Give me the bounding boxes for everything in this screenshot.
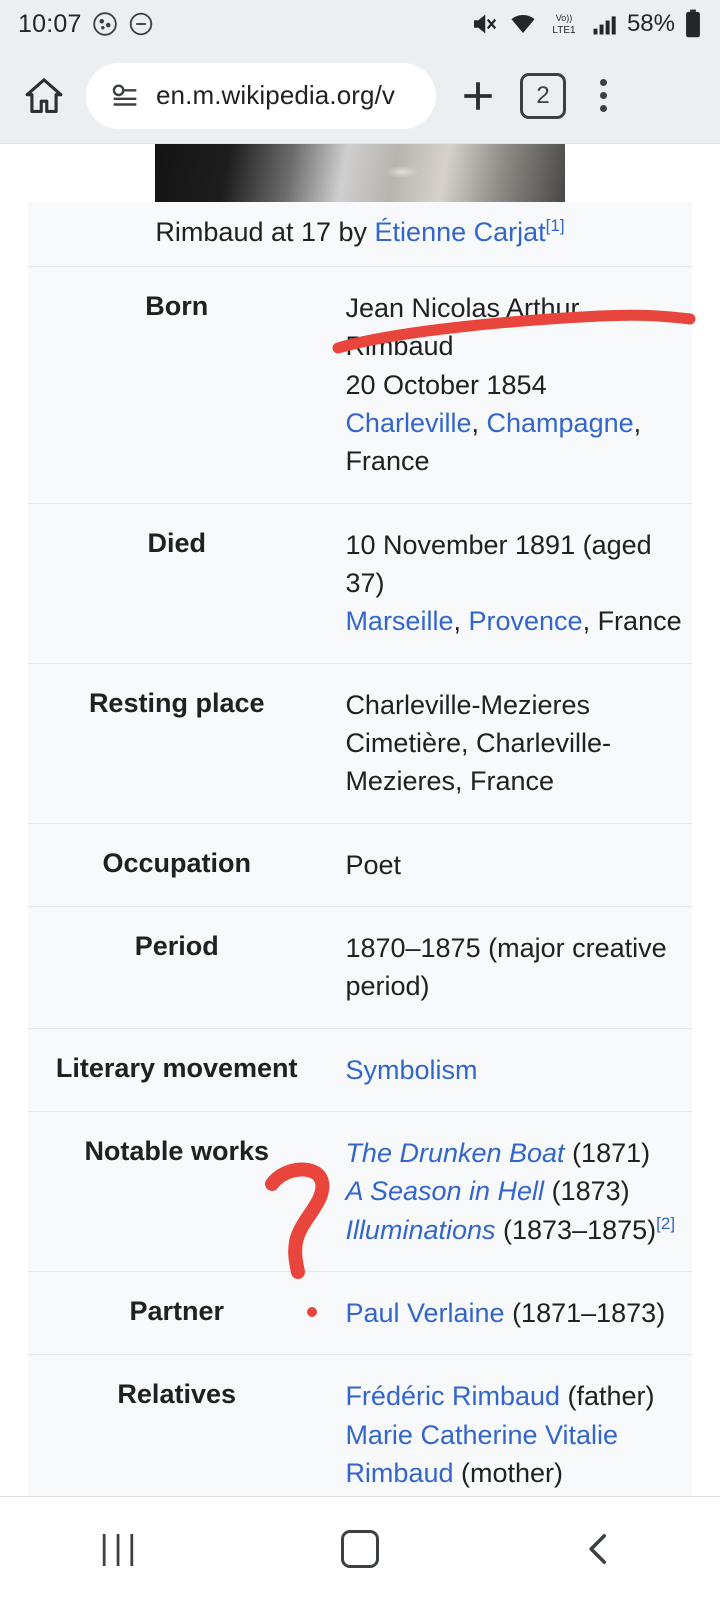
do-not-disturb-icon bbox=[128, 11, 154, 37]
infobox-value-line bbox=[345, 526, 682, 603]
article-content bbox=[0, 144, 720, 1496]
mute-icon bbox=[469, 9, 499, 39]
reference-marker[interactable]: [2] bbox=[656, 1213, 676, 1233]
infobox-text: 20 October 1854 bbox=[345, 369, 547, 400]
back-chevron-icon[interactable] bbox=[578, 1528, 620, 1570]
infobox-text: (1871–1873) bbox=[504, 1297, 666, 1328]
rimbaud-portrait-image bbox=[155, 144, 565, 202]
infobox-value bbox=[333, 906, 692, 1028]
volte-icon bbox=[547, 9, 581, 39]
infobox-row bbox=[28, 906, 692, 1028]
overflow-menu-icon[interactable] bbox=[580, 68, 626, 124]
status-time: 10:07 bbox=[18, 9, 82, 38]
infobox-text: Jean Nicolas Arthur Rimbaud bbox=[345, 293, 580, 362]
infobox-value bbox=[333, 663, 692, 823]
status-bar-left bbox=[18, 10, 154, 39]
url-text[interactable]: en.m.wikipedia.org/v bbox=[156, 80, 395, 110]
status-bar bbox=[0, 0, 720, 48]
battery-percent-label: 58% bbox=[626, 10, 675, 37]
infobox-link[interactable]: Marie Catherine Vitalie Rimbaud bbox=[345, 1419, 619, 1488]
infobox-text: (father) bbox=[560, 1381, 655, 1412]
infobox-row bbox=[28, 823, 692, 906]
photo-filter-icon bbox=[92, 11, 118, 37]
infobox-value-line bbox=[345, 1416, 682, 1493]
infobox-row bbox=[28, 267, 692, 504]
menu-dot bbox=[600, 79, 607, 86]
image-caption bbox=[28, 202, 692, 266]
infobox-label: Resting place bbox=[88, 687, 265, 718]
infobox-label: Relatives bbox=[117, 1379, 236, 1410]
caption-ref[interactable]: [1] bbox=[545, 216, 565, 235]
menu-dot bbox=[600, 92, 607, 99]
infobox-value bbox=[333, 1271, 692, 1354]
infobox-link[interactable]: Paul Verlaine bbox=[345, 1297, 505, 1328]
site-settings-icon[interactable] bbox=[108, 79, 142, 113]
infobox-text: 1870–1875 (major creative period) bbox=[345, 932, 667, 1002]
infobox-value-line bbox=[345, 1377, 682, 1415]
infobox-link[interactable]: Illuminations bbox=[345, 1214, 496, 1245]
infobox-value-line bbox=[345, 1134, 682, 1172]
infobox-text: , France bbox=[582, 606, 682, 637]
infobox-value-line bbox=[345, 686, 682, 801]
infobox-value bbox=[333, 267, 692, 504]
infobox-label: Born bbox=[145, 291, 209, 321]
wifi-icon bbox=[508, 9, 538, 39]
infobox-row bbox=[28, 1271, 692, 1354]
infobox-text: Charleville-Mezieres Cimetière, Charleville-Mezieres, France bbox=[345, 689, 612, 797]
signal-icon bbox=[590, 10, 618, 38]
tab-count-label: 2 bbox=[536, 81, 550, 109]
infobox-label: Period bbox=[134, 930, 219, 961]
infobox-text: Poet bbox=[345, 849, 401, 880]
infobox-value bbox=[333, 503, 692, 663]
infobox-text: , bbox=[471, 407, 487, 438]
infobox-value-line bbox=[345, 1294, 682, 1332]
infobox-label: Notable works bbox=[84, 1135, 269, 1166]
address-bar[interactable] bbox=[86, 63, 436, 129]
infobox-link[interactable]: The Drunken Boat bbox=[345, 1137, 565, 1168]
infobox-row bbox=[28, 1355, 692, 1496]
infobox-label: Partner bbox=[129, 1295, 224, 1326]
infobox-value bbox=[333, 1111, 692, 1271]
webpage-viewport[interactable] bbox=[0, 144, 720, 1496]
infobox-value-line bbox=[345, 602, 682, 640]
infobox-row bbox=[28, 663, 692, 823]
infobox-label: Literary movement bbox=[55, 1052, 298, 1083]
status-bar-right bbox=[469, 9, 702, 39]
infobox-text: 10 November 1891 (aged 37) bbox=[345, 529, 652, 598]
infobox-row bbox=[28, 503, 692, 663]
infobox-text: , bbox=[453, 606, 469, 637]
infobox-text: (1871) bbox=[564, 1137, 651, 1168]
infobox-link[interactable]: Provence bbox=[468, 606, 583, 637]
infobox-label: Occupation bbox=[102, 847, 251, 878]
home-icon[interactable] bbox=[16, 68, 72, 124]
infobox-label: Died bbox=[147, 527, 206, 558]
svg-text:Vo)): Vo)) bbox=[555, 13, 573, 23]
infobox-value-line bbox=[345, 1211, 682, 1249]
infobox-table bbox=[28, 266, 692, 1496]
infobox-link[interactable]: Frédéric Rimbaud bbox=[345, 1381, 561, 1412]
infobox-text: (1873–1875) bbox=[495, 1214, 657, 1245]
infobox-value bbox=[333, 1355, 692, 1496]
infobox-link[interactable]: Symbolism bbox=[345, 1054, 478, 1085]
tab-switcher-button[interactable] bbox=[520, 73, 566, 119]
infobox-value-line bbox=[345, 846, 682, 884]
system-navigation-bar bbox=[0, 1496, 720, 1600]
infobox-link[interactable]: Charleville bbox=[345, 407, 472, 438]
battery-icon bbox=[684, 9, 702, 39]
infobox-row bbox=[28, 1111, 692, 1271]
infobox-text: (mother) bbox=[453, 1457, 564, 1488]
caption-link-carjat[interactable]: Étienne Carjat bbox=[374, 217, 546, 247]
infobox-body bbox=[28, 267, 692, 1497]
infobox-value-line bbox=[345, 366, 682, 404]
infobox-text: , France bbox=[345, 407, 642, 477]
infobox-row bbox=[28, 1028, 692, 1111]
infobox-link[interactable]: A Season in Hell bbox=[345, 1176, 545, 1207]
menu-dot bbox=[600, 105, 607, 112]
plus-icon[interactable] bbox=[450, 68, 506, 124]
caption-prefix: Rimbaud at 17 by bbox=[155, 217, 375, 247]
infobox-link[interactable]: Champagne bbox=[486, 407, 634, 438]
infobox-link[interactable]: Marseille bbox=[345, 606, 454, 637]
recents-button[interactable]: ||| bbox=[99, 1529, 142, 1567]
infobox-value-line bbox=[345, 404, 682, 481]
svg-text:LTE1: LTE1 bbox=[552, 25, 576, 36]
infobox-value bbox=[333, 1028, 692, 1111]
browser-toolbar bbox=[0, 48, 720, 144]
infobox-value bbox=[333, 823, 692, 906]
infobox-value-line bbox=[345, 289, 682, 366]
home-square-icon[interactable] bbox=[341, 1530, 379, 1568]
infobox-value-line bbox=[345, 1172, 682, 1210]
infobox-value-line bbox=[345, 929, 682, 1006]
infobox-text: (1873) bbox=[544, 1176, 630, 1207]
infobox-value-line bbox=[345, 1051, 682, 1089]
